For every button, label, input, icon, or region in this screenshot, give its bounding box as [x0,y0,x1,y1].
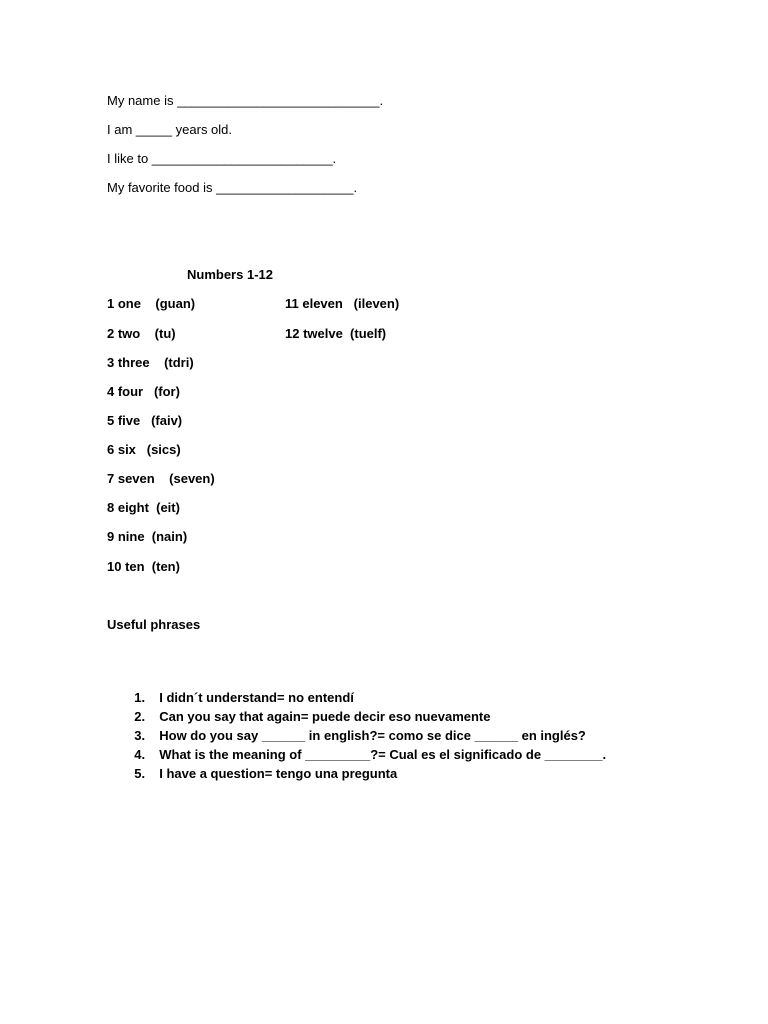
number-item: 9 nine (nain) [107,529,188,544]
age-line: I am _____ years old. [107,122,233,137]
number-item: 1 one (guan) [107,296,196,311]
number-item: 6 six (sics) [107,442,181,457]
number-item: 12 twelve (tuelf) [285,326,387,341]
like-line: I like to _________________________. [107,151,337,166]
food-line: My favorite food is ___________________. [107,180,358,195]
name-line: My name is ____________________________. [107,93,384,108]
list-item-number: 2. [134,709,146,724]
number-item: 8 eight (eit) [107,500,180,515]
number-item: 5 five (faiv) [107,413,183,428]
list-item-number: 4. [134,747,146,762]
list-item-text: Can you say that again= puede decir eso nuevamente [159,709,491,724]
number-item: 10 ten (ten) [107,559,180,574]
number-item: 3 three (tdri) [107,355,194,370]
number-item: 4 four (for) [107,384,180,399]
list-item-text: How do you say ______ in english?= como se dice ______ en inglés? [159,728,586,743]
number-item: 2 two (tu) [107,326,176,341]
number-item: 7 seven (seven) [107,471,215,486]
list-item-number: 1. [134,690,146,705]
list-item-text: I didn´t understand= no entendí [159,690,354,705]
list-item-text: I have a question= tengo una pregunta [159,766,398,781]
numbers-title: Numbers 1-12 [187,267,273,282]
list-item-text: What is the meaning of _________?= Cual es el significado de ________. [159,747,607,762]
phrases-title: Useful phrases [107,617,201,632]
list-item [127,750,397,782]
list-item-number: 3. [134,728,146,743]
number-item: 11 eleven (ileven) [285,296,400,311]
list-item-number: 5. [134,766,146,781]
